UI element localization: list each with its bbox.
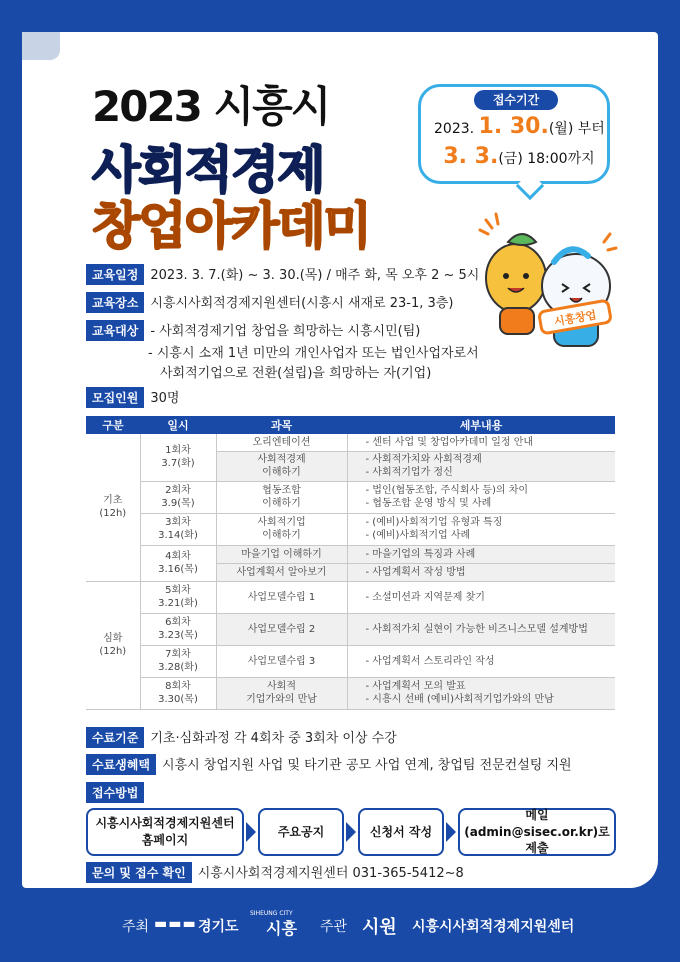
mascot-illustration <box>478 212 618 360</box>
target-line-2: - 시흥시 소재 1년 미만의 개인사업자 또는 법인사업자로서 <box>148 346 479 361</box>
place-value: 시흥시사회적경제지원센터(시흥시 새재로 23-1, 3층) <box>150 296 454 311</box>
application-end <box>434 144 604 169</box>
subject-cell: 사업계획서 알아보기 <box>216 563 347 581</box>
details-cell: - (예비)사회적기업 유형과 특징 - (예비)사회적기업 사례 <box>347 513 615 545</box>
details-cell: - 사회적가치 실현이 가능한 비즈니스모델 설계방법 <box>347 613 615 645</box>
session-cell: 4회차 3.16(목) <box>140 545 216 581</box>
start-year: 2023. <box>434 121 475 137</box>
contact-row <box>86 862 464 883</box>
criteria-row <box>86 727 397 748</box>
details-cell: - 센터 사업 및 창업아카데미 일정 안내 <box>347 434 615 451</box>
session-cell: 1회차 3.7(화) <box>140 434 216 481</box>
benefit-row <box>86 754 572 775</box>
capacity-value: 30명 <box>150 391 180 406</box>
session-cell: 5회차 3.21(화) <box>140 581 216 613</box>
subject-cell: 사회적기업 이해하기 <box>216 513 347 545</box>
arrow-right-icon <box>346 822 356 842</box>
details-cell: - 마을기업의 특징과 사례 <box>347 545 615 563</box>
apply-step-form: 신청서 작성 <box>358 808 444 856</box>
header-category: 구분 <box>86 416 140 434</box>
application-period-label: 접수기간 <box>474 90 558 110</box>
table-row <box>86 545 615 563</box>
subject-cell: 협동조합 이해하기 <box>216 481 347 513</box>
apply-label: 접수방법 <box>86 782 144 803</box>
end-day: 3. 3. <box>443 144 499 169</box>
apply-row <box>86 782 150 803</box>
table-header-row <box>86 416 615 434</box>
header-subject: 과목 <box>216 416 347 434</box>
page-fold-corner <box>22 32 60 60</box>
table-row <box>86 613 615 645</box>
gyeonggi-logo: ▬▬▬ <box>154 916 197 932</box>
table-row <box>86 513 615 545</box>
session-cell: 7회차 3.28(화) <box>140 645 216 677</box>
criteria-value: 기초·심화과정 각 4회차 중 3회차 이상 수강 <box>150 731 397 746</box>
mascot-left-head <box>486 244 546 312</box>
contact-value: 시흥시사회적경제지원센터 031-365-5412~8 <box>197 866 464 881</box>
criteria-label: 수료기준 <box>86 727 144 748</box>
organizer-name: 시흥시사회적경제지원센터 <box>412 919 575 935</box>
details-cell: - 사회적가치와 사회적경제 - 사회적기업가 정신 <box>347 451 615 481</box>
subject-cell: 사업모델수립 1 <box>216 581 347 613</box>
table-row <box>86 434 615 451</box>
apply-step-email: 메일(admin@sisec.or.kr)로 제출 <box>458 808 616 856</box>
session-cell: 6회차 3.23(목) <box>140 613 216 645</box>
schedule-label: 교육일정 <box>86 264 144 285</box>
table-row <box>86 481 615 513</box>
host-1: 경기도 <box>198 919 239 935</box>
header-date: 일시 <box>140 416 216 434</box>
header-details: 세부내용 <box>347 416 615 434</box>
title-line-1: 2023 시흥시 <box>92 82 330 131</box>
details-cell: - 소셜미션과 지역문제 찾기 <box>347 581 615 613</box>
mascot-sign-text: 시흥창업 <box>553 308 598 329</box>
arrow-right-icon <box>446 822 456 842</box>
session-cell: 8회차 3.30(목) <box>140 677 216 709</box>
session-cell: 3회차 3.14(화) <box>140 513 216 545</box>
place-row <box>86 292 453 313</box>
application-start <box>434 114 604 139</box>
siheung-city-small: SIHEUNG CITY <box>250 910 293 917</box>
place-label: 교육장소 <box>86 292 144 313</box>
schedule-row <box>86 264 479 285</box>
contact-label: 문의 및 접수 확인 <box>86 862 192 883</box>
start-day: 1. 30. <box>478 114 549 139</box>
start-weekday: (월) 부터 <box>548 121 605 137</box>
subject-cell: 사업모델수립 2 <box>216 613 347 645</box>
target-row <box>86 320 420 341</box>
capacity-row <box>86 387 179 408</box>
details-cell: - 사업계획서 모의 발표 - 시흥시 선배 (예비)사회적기업가와의 만남 <box>347 677 615 709</box>
benefit-value: 시흥시 창업지원 사업 및 타기관 공모 사업 연계, 창업팀 전문컨설팅 지원 <box>161 758 572 773</box>
subject-cell: 마을기업 이해하기 <box>216 545 347 563</box>
table-row <box>86 581 615 613</box>
apply-step-homepage: 시흥시사회적경제지원센터 홈페이지 <box>86 808 244 856</box>
host-label: 주최 <box>122 919 150 935</box>
schedule-value: 2023. 3. 7.(화) ~ 3. 30.(목) / 매주 화, 목 오후 2 ~ 5시 <box>150 268 480 283</box>
group-advanced: 심화 (12h) <box>86 581 140 709</box>
target-line-3: 사회적기업으로 전환(설립)을 희망하는 자(기업) <box>160 366 432 381</box>
subject-cell: 사회적 기업가와의 만남 <box>216 677 347 709</box>
arrow-right-icon <box>246 822 256 842</box>
curriculum-table <box>86 416 615 710</box>
subject-cell: 사업모델수립 3 <box>216 645 347 677</box>
host-2: 시흥 <box>266 919 297 938</box>
target-line-1: - 사회적경제기업 창업을 희망하는 시흥시민(팀) <box>150 324 421 339</box>
footer <box>0 912 680 942</box>
table-row <box>86 677 615 709</box>
group-basic: 기초 (12h) <box>86 434 140 581</box>
details-cell: - 법인(협동조합, 주식회사 등)의 차이 - 협동조합 운영 방식 및 사례 <box>347 481 615 513</box>
details-cell: - 사업계획서 스토리라인 작성 <box>347 645 615 677</box>
subject-cell: 오리엔테이션 <box>216 434 347 451</box>
table-row <box>86 645 615 677</box>
title-line-2: 사회적경제 <box>92 141 324 199</box>
organizer-logo: 시원 <box>362 917 397 938</box>
end-tail: (금) 18:00까지 <box>498 151 595 167</box>
benefit-label: 수료생혜택 <box>86 754 156 775</box>
session-cell: 2회차 3.9(목) <box>140 481 216 513</box>
details-cell: - 사업계획서 작성 방법 <box>347 563 615 581</box>
capacity-label: 모집인원 <box>86 387 144 408</box>
sparkle-icon <box>480 214 616 250</box>
apply-step-notice: 주요공지 <box>258 808 344 856</box>
title-line-3: 창업아카데미 <box>92 197 370 255</box>
target-label: 교육대상 <box>86 320 144 341</box>
subject-cell: 사회적경제 이해하기 <box>216 451 347 481</box>
organizer-label: 주관 <box>320 919 348 935</box>
